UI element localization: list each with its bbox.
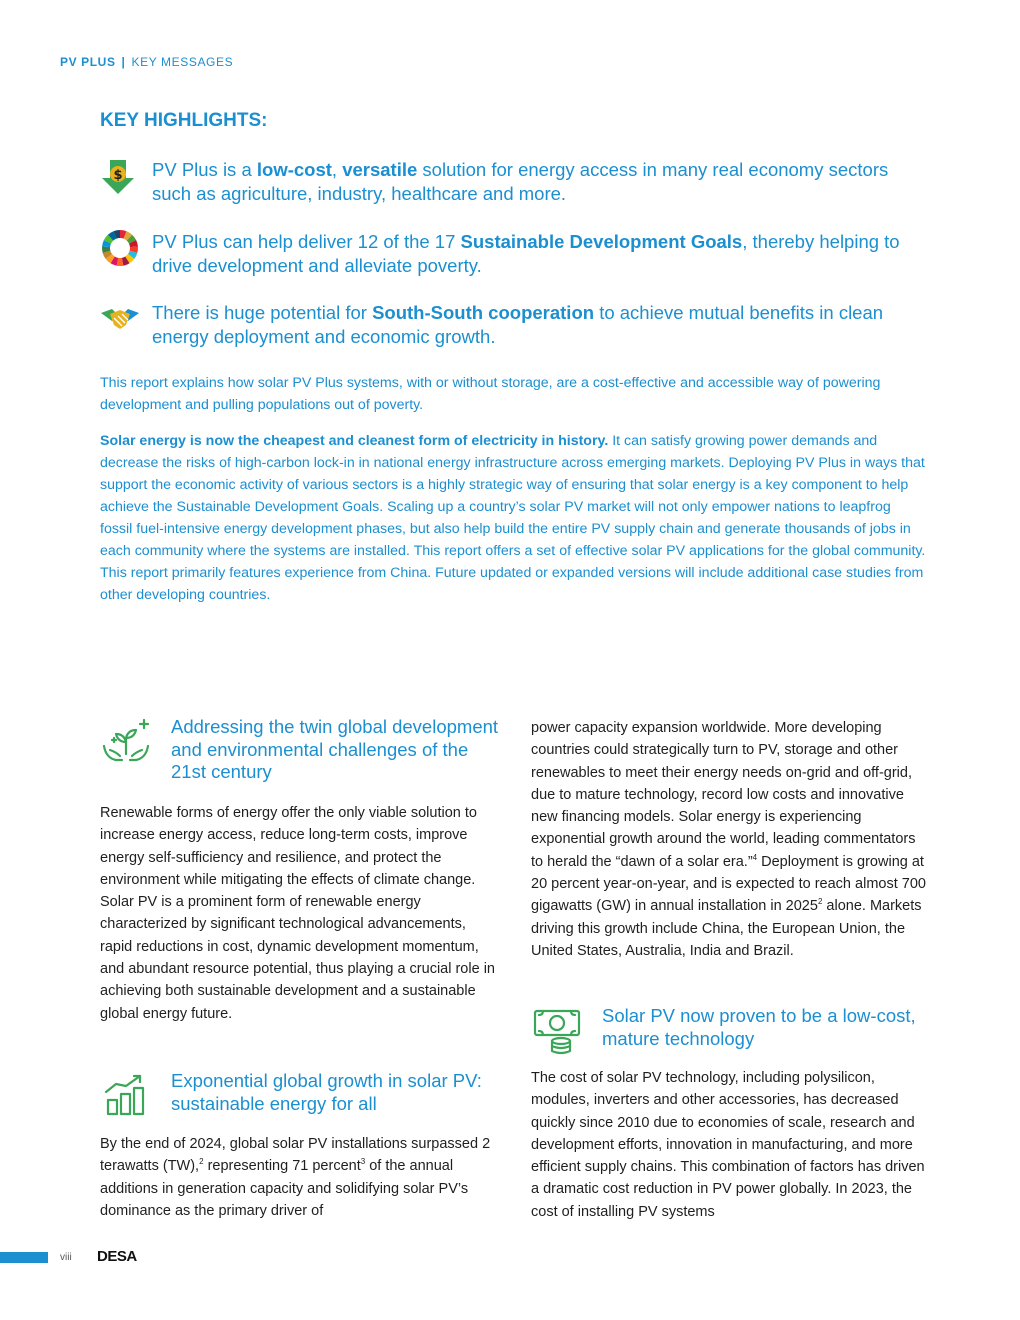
- sdg-wheel-icon: [100, 228, 140, 268]
- section-body: The cost of solar PV technology, including polysilicon, modules, inverters and other accessories, has decreased quickly since 2010 due to economies of scale, research and development efforts, innovation in manufacturing, and more efficient supply chains. This combination of factors has driven a dramatic cost reduction in PV power globally. In 2023, the cost of installing PV systems: [531, 1070, 925, 1220]
- key-highlights-title: KEY HIGHLIGHTS:: [100, 110, 268, 131]
- section-title: Solar PV now proven to be a low-cost, mature technology: [602, 1005, 916, 1049]
- highlight-item: [100, 230, 930, 278]
- section-body-continued: power capacity expansion worldwide. More developing countries could strategically turn to PV, storage and other renewables to meet their energy needs on-grid and off-grid, due to mature technology, record low costs and innovative new financing models. Solar energy is experiencing exponential growth around the world, leading commentators to herald the “dawn of a solar era.”$^4$ Deployment is growing at 20 percent year-on-year, and is expected to reach almost 700 gigawatts (GW) in annual installation in 2025$^2$ alone. Markets driving this growth include China, the European Union, the United States, Australia, India and Brazil.: [531, 720, 926, 959]
- header-section: PV PLUS: [60, 55, 116, 69]
- section-body: Renewable forms of energy offer the only viable solution to increase energy access, reduce long-term costs, improve energy self-sufficiency and resilience, and protect the environment while mitigating the effects of climate change. Solar PV is a prominent form of renewable energy characterized by significant technological advancements, rapid reductions in cost, dynamic development momentum, and abundant resource potential, thus playing a crucial role in achieving both sustainable development and a sustainable global energy future.: [100, 805, 495, 1022]
- highlight-item: [100, 301, 930, 349]
- money-coins-icon: [531, 1005, 583, 1057]
- highlight-text: PV Plus can help deliver 12 of the 17 Sustainable Development Goals, thereby helping to drive development and alleviate poverty.: [152, 231, 900, 276]
- header-subsection: KEY MESSAGES: [131, 55, 234, 69]
- section-heading: [100, 1070, 500, 1122]
- handshake-icon: [100, 299, 140, 339]
- desa-logo: DESA: [97, 1248, 137, 1265]
- hands-plant-icon: [100, 716, 152, 768]
- section-title: Exponential global growth in solar PV: sustainable energy for all: [171, 1070, 482, 1114]
- money-down-arrow-icon: [100, 156, 140, 196]
- section-heading: [531, 1005, 931, 1057]
- svg-text:$: $: [113, 168, 123, 183]
- highlight-text: PV Plus is a low-cost, versatile solution for energy access in many real economy sectors such as agriculture, industry, healthcare and more.: [152, 159, 889, 204]
- growth-chart-icon: [100, 1070, 152, 1122]
- running-header: [60, 55, 233, 69]
- intro-paragraph-2: Solar energy is now the cheapest and cleanest form of electricity in history. It can satisfy growing power demands and decrease the risks of high-carbon lock-in in national energy infrastructure across emerging markets. Deploying PV Plus in ways that support the economic activity of various sectors is a highly strategic way of ensuring that solar energy is a key component to help achieve the Sustainable Development Goals. Scaling up a country’s solar PV market will not only empower nations to leapfrog fossil fuel-intensive energy development phases, but also help build the entire PV supply chain and generate thousands of jobs in each community where the systems are installed. This report offers a set of effective solar PV applications for the global community. This report primarily features experience from China. Future updated or expanded versions will include additional case studies from other developing countries.: [100, 433, 926, 603]
- footer-accent-bar: [0, 1252, 48, 1263]
- section-heading: [100, 716, 500, 784]
- intro-paragraph: This report explains how solar PV Plus systems, with or without storage, are a cost-effective and accessible way of powering development and pulling populations out of poverty.: [100, 375, 881, 413]
- section-body: By the end of 2024, global solar PV installations surpassed 2 terawatts (TW),$^2$ representing 71 percent$^3$ of the annual additions in generation capacity and solidifying solar PV’s dominance as the primary driver of: [100, 1136, 491, 1219]
- highlight-text: There is huge potential for South-South cooperation to achieve mutual benefits in clean energy deployment and economic growth.: [152, 302, 884, 347]
- section-title: Addressing the twin global development and environmental challenges of the 21st century: [171, 716, 499, 783]
- page-number: viii: [60, 1252, 72, 1263]
- header-separator: |: [121, 55, 126, 69]
- highlight-item: [100, 158, 930, 206]
